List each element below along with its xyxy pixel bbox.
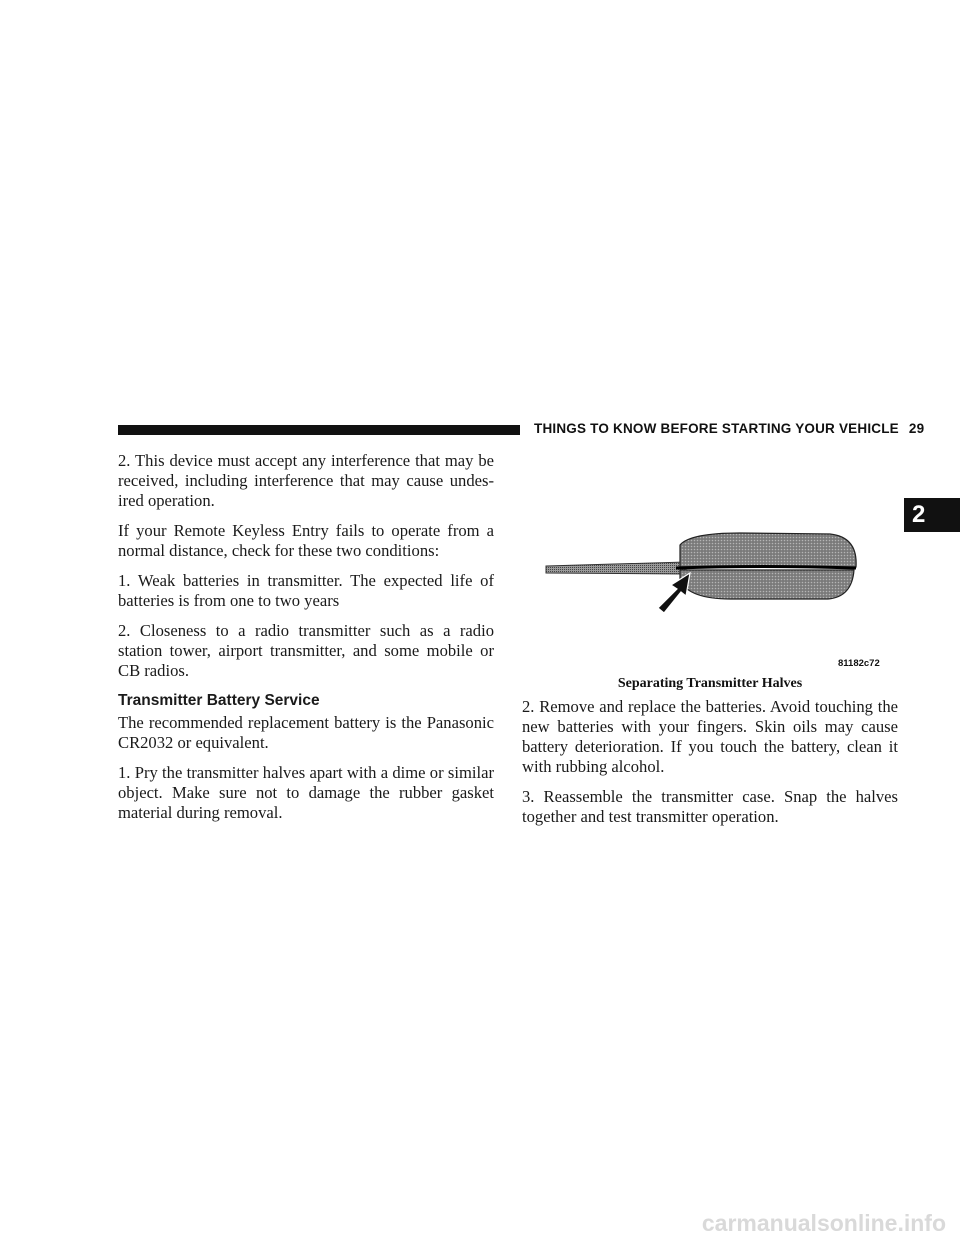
left-column [118,451,494,833]
page-number: 29 [908,421,925,436]
transmitter-illustration [540,515,896,665]
paragraph: 2. Remove and replace the batteries. Avoid touching the new batteries with your fingers. Skin oils may cause battery deterioration. If you touch the battery, clean it with rubbing alcohol. [522,697,898,776]
pry-arrow-icon [658,573,690,613]
figure-caption: Separating Transmitter Halves [617,676,803,691]
figure-code: 81182c72 [838,658,880,669]
chapter-tab: 2 [904,498,960,532]
paragraph: 1. Pry the transmitter halves apart with a dime or similar object. Make sure not to damage the rubber gasket material during removal. [118,763,494,822]
paragraph: 2. This device must accept any interference that may be received, including interference that may cause undes-ired operation. [118,451,494,510]
seam-line [676,567,856,569]
transmitter-bottom-half [680,570,854,599]
paragraph: 2. Closeness to a radio transmitter such as a radio station tower, airport transmitter, and some mobile or CB radios. [118,621,494,680]
header-rule [118,425,520,435]
key-blade [546,562,686,574]
header-title: THINGS TO KNOW BEFORE STARTING YOUR VEHICLE [534,421,899,436]
section-heading: Transmitter Battery Service [118,692,320,709]
paragraph: If your Remote Keyless Entry fails to operate from a normal distance, check for these two conditions: [118,521,494,560]
right-column [522,697,898,837]
transmitter-top-half [680,533,856,567]
watermark: carmanualsonline.info [701,1210,946,1236]
paragraph: 3. Reassemble the transmitter case. Snap the halves together and test transmitter operation. [522,787,898,826]
paragraph: The recommended replacement battery is the Panasonic CR2032 or equivalent. [118,713,494,752]
running-header [534,421,924,436]
paragraph: 1. Weak batteries in transmitter. The expected life of batteries is from one to two years [118,571,494,610]
